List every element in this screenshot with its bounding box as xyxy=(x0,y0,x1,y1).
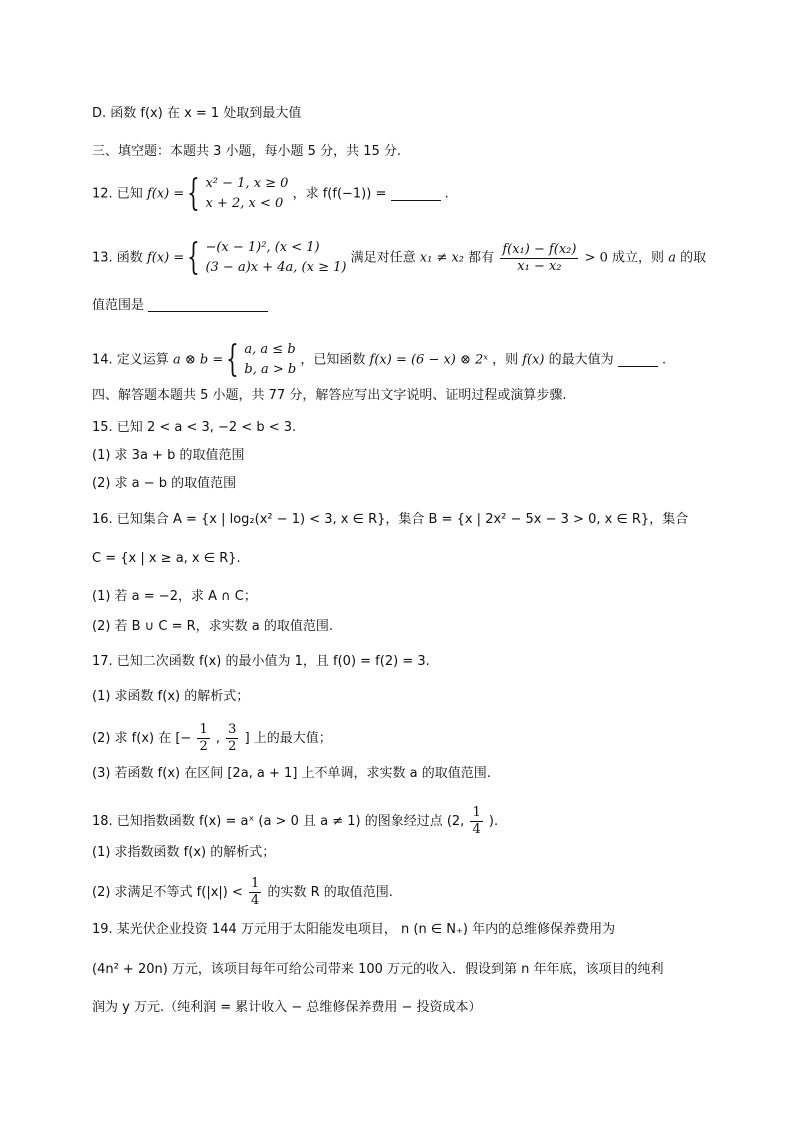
option-d: D. 函数 f(x) 在 x = 1 处取到最大值 xyxy=(92,106,302,121)
fraction-three-halves: $\frac{3}{2}$ xyxy=(228,722,237,754)
question-17-part-2: (2) 求 f(x) 在 [− $\frac{1}{2}$ , $\frac{3}{2}$ ] 上的最大值； xyxy=(92,722,332,754)
question-16: 16. 已知集合 A = {x | log₂(x² − 1) < 3, x ∈ R}，集合 B = {x | 2x² − 5x − 3 > 0, x ∈ R}，集合 xyxy=(92,512,689,527)
fraction-one-quarter: $\frac{1}{4}$ xyxy=(472,805,481,837)
question-17-part-3: (3) 若函数 f(x) 在区间 [2a, a + 1] 上不单调，求实数 a 的取值范围. xyxy=(92,766,491,781)
piecewise-cases: −(x − 1)², (x < 1) (3 − a)x + 4a, (x ≥ 1) xyxy=(205,240,347,275)
question-18-part-1: (1) 求指数函数 f(x) 的解析式； xyxy=(92,845,276,860)
question-18: 18. 已知指数函数 f(x) = aˣ (a > 0 且 a ≠ 1) 的图象经过点 (2, $\frac{1}{4}$ ). xyxy=(92,805,499,837)
question-16-part-2: (2) 若 B ∪ C = R，求实数 a 的取值范围. xyxy=(92,619,334,634)
question-15-part-2: (2) 求 a − b 的取值范围 xyxy=(92,476,237,491)
question-16-cont: C = {x | x ≥ a, x ∈ R}. xyxy=(92,551,241,566)
piecewise-cases: a, a ≤ b b, a > b xyxy=(244,342,297,377)
question-17: 17. 已知二次函数 f(x) 的最小值为 1，且 f(0) = f(2) = 3. xyxy=(92,654,430,669)
question-19-cont-1: (4n² + 20n) 万元，该项目每年可给公司带来 100 万元的收入．假设到第 n 年年底，该项目的纯利 xyxy=(92,962,664,977)
fraction-one-half: $\frac{1}{2}$ xyxy=(199,722,208,754)
question-13-cont: 值范围是 xyxy=(92,296,268,316)
difference-quotient: $\frac{\text{f(x₁) − f(x₂)}}{\text{x₁ − x₂}}$ xyxy=(502,241,577,274)
section-fill-in-heading: 三、填空题：本题共 3 小题，每小题 5 分，共 15 分. xyxy=(92,144,402,159)
question-17-part-1: (1) 求函数 f(x) 的解析式； xyxy=(92,689,250,704)
answer-blank xyxy=(148,297,268,312)
brace-left: { xyxy=(226,339,240,380)
question-14: 14. 定义运算 a ⊗ b = { a, a ≤ b b, a > b ，已知函数 f(x) = (6 − x) ⊗ 2ˣ ，则 f(x) 的最大值为 . xyxy=(92,339,667,380)
question-18-part-2: (2) 求满足不等式 f(|x|) < $\frac{1}{4}$ 的实数 R 的取值范围. xyxy=(92,876,393,908)
question-15: 15. 已知 2 < a < 3, −2 < b < 3. xyxy=(92,420,297,435)
answer-blank xyxy=(618,352,658,367)
question-13: 13. 函数 f(x) = { −(x − 1)², (x < 1) (3 − a)x + 4a, (x ≥ 1) 满足对任意 x₁ ≠ x₂ 都有 $\frac{\text{f(x₁) − f(x₂)}}{\text{x₁ − x₂}}$ > 0 成立，则 a 的取 xyxy=(92,237,707,278)
section-solve-heading: 四、解答题本题共 5 小题，共 77 分，解答应写出文字说明、证明过程或演算步骤. xyxy=(92,388,567,403)
fraction-one-quarter-inequality: $\frac{1}{4}$ xyxy=(251,876,260,908)
answer-blank xyxy=(391,186,441,201)
piecewise-cases: x² − 1, x ≥ 0 x + 2, x < 0 xyxy=(205,176,289,211)
question-15-part-1: (1) 求 3a + b 的取值范围 xyxy=(92,448,245,463)
question-19: 19. 某光伏企业投资 144 万元用于太阳能发电项目， n (n ∈ N₊) 年内的总维修保养费用为 xyxy=(92,922,616,937)
question-16-part-1: (1) 若 a = −2，求 A ∩ C； xyxy=(92,589,257,604)
brace-left: { xyxy=(187,237,201,278)
brace-left: { xyxy=(187,173,201,214)
question-12: 12. 已知 f(x) = { x² − 1, x ≥ 0 x + 2, x < 0 ，求 f(f(−1)) = . xyxy=(92,173,449,214)
question-19-cont-2: 润为 y 万元.（纯利润 = 累计收入 − 总维修保养费用 − 投资成本） xyxy=(92,1000,482,1015)
